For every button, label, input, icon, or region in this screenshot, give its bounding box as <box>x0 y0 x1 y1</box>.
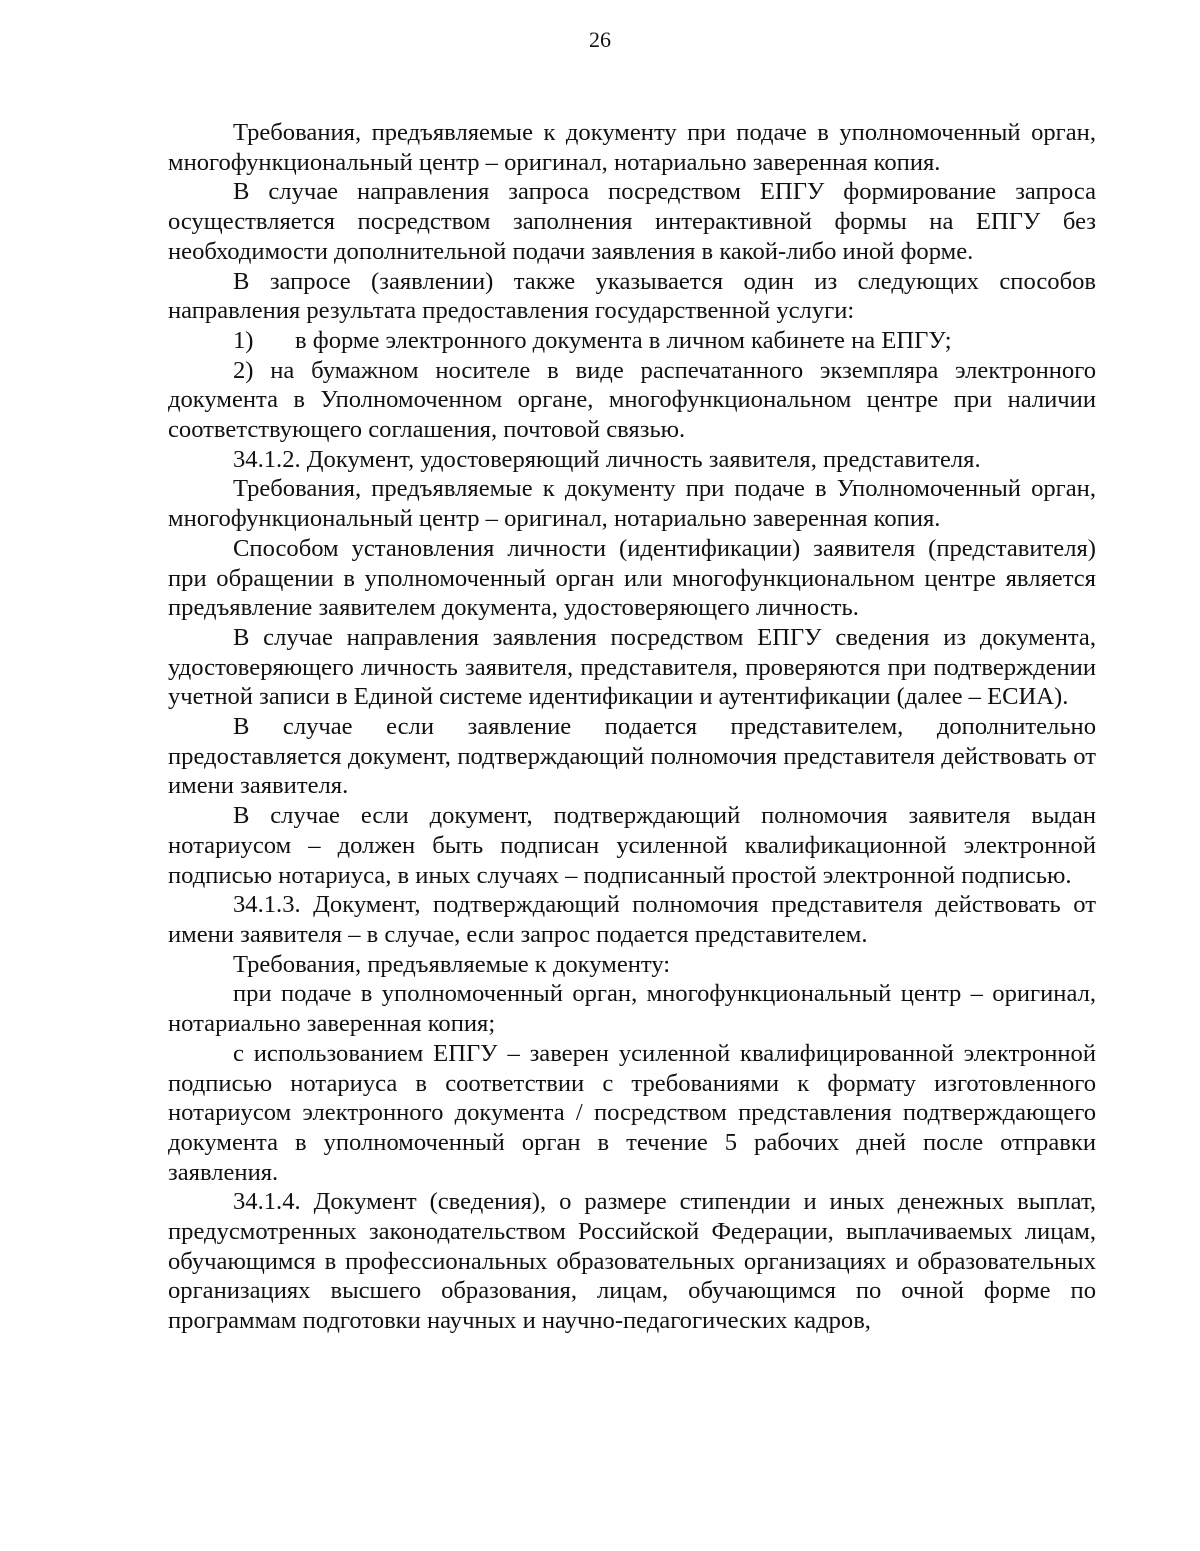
paragraph: 2) на бумажном носителе в виде распечатанного экземпляра электронного документа в Уполномоченном органе, многофункциональном центре при наличии соответствующего соглашения, почтовой связью. <box>168 356 1096 444</box>
paragraph: В случае направления запроса посредством ЕПГУ формирование запроса осуществляется посредством заполнения интерактивной формы на ЕПГУ без необходимости дополнительной подачи заявления в какой-либо иной форме. <box>168 178 1096 265</box>
list-item <box>168 326 1096 356</box>
paragraph: при подаче в уполномоченный орган, многофункциональный центр – оригинал, нотариально заверенная копия; <box>168 980 1096 1038</box>
section-heading: 34.1.2. Документ, удостоверяющий личность заявителя, представителя. <box>233 445 981 473</box>
page-number: 26 <box>589 27 611 52</box>
paragraph: В случае направления заявления посредством ЕПГУ сведения из документа, удостоверяющего личность заявителя, представителя, проверяются при подтверждении учетной записи в Единой системе идентификации и аутентификации (далее – ЕСИА). <box>168 623 1096 711</box>
paragraph: Требования, предъявляемые к документу: <box>233 950 671 978</box>
section-heading: 34.1.4. Документ (сведения), о размере стипендии и иных денежных выплат, предусмотренных законодательством Российской Федерации, выплачиваемых лицам, обучающимся в профессиональных образовательных организациях и образовательных организациях высшего образования, лицам, обучающимся по очной форме по программам подготовки научных и научно-педагогических кадров, <box>168 1188 1096 1335</box>
list-item-text: в форме электронного документа в личном кабинете на ЕПГУ; <box>295 326 952 354</box>
paragraph: В случае если документ, подтверждающий полномочия заявителя выдан нотариусом – должен быть подписан усиленной квалификационной электронной подписью нотариуса, в иных случаях – подписанный простой электронной подписью. <box>168 802 1096 889</box>
document-body <box>168 118 1096 1336</box>
paragraph: Способом установления личности (идентификации) заявителя (представителя) при обращении в уполномоченный орган или многофункциональном центре является предъявление заявителем документа, удостоверяющего личность. <box>168 534 1096 622</box>
paragraph: Требования, предъявляемые к документу при подаче в уполномоченный орган, многофункциональный центр – оригинал, нотариально заверенная копия. <box>168 119 1096 176</box>
paragraph: В запросе (заявлении) также указывается один из следующих способов направления результата предоставления государственной услуги: <box>168 267 1096 325</box>
paragraph: В случае если заявление подается представителем, дополнительно предоставляется документ, подтверждающий полномочия представителя действовать от имени заявителя. <box>168 713 1096 800</box>
list-item-number: 1) <box>233 326 254 354</box>
paragraph: Требования, предъявляемые к документу при подаче в Уполномоченный орган, многофункциональный центр – оригинал, нотариально заверенная копия. <box>168 475 1096 533</box>
section-heading: 34.1.3. Документ, подтверждающий полномочия представителя действовать от имени заявителя – в случае, если запрос подается представителем. <box>168 891 1096 948</box>
paragraph: с использованием ЕПГУ – заверен усиленной квалифицированной электронной подписью нотариуса в соответствии с требованиями к формату изготовленного нотариусом электронного документа / посредством представления подтверждающего документа в уполномоченный орган в течение 5 рабочих дней после отправки заявления. <box>168 1039 1096 1186</box>
